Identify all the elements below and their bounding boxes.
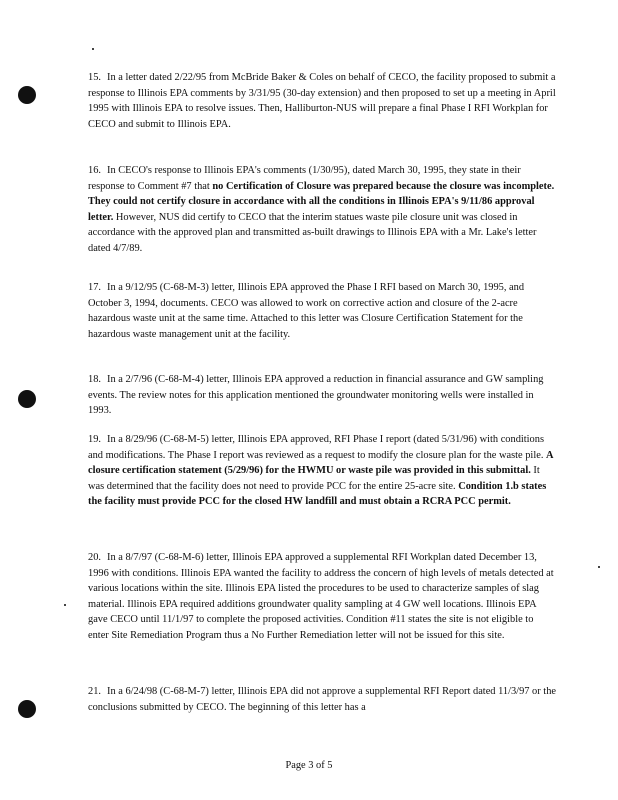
list-item-18: [88, 372, 556, 419]
text-segment: In a letter dated 2/22/95 from McBride Baker & Coles on behalf of CECO, the facility proposed to submit a response to Illinois EPA comments by 3/31/95 (30-day extension) and then proposed to set up a meeting in April 1995 with Illinois EPA to resolve issues. Then, Halliburton-NUS will prepare a final Phase I RFI Workplan for CECO and submit to Illinois EPA.: [88, 72, 556, 130]
punch-hole-bottom: [18, 700, 36, 718]
text-segment: In a 6/24/98 (C-68-M-7) letter, Illinois EPA did not approve a supplemental RFI Report dated 11/3/97 or the conclusions submitted by CECO. The beginning of this letter has a: [88, 686, 557, 713]
text-segment: It was determined that the facility does not need to provide PCC for the entire 25-acre site.: [88, 465, 540, 492]
text-segment: In a 9/12/95 (C-68-M-3) letter, Illinois EPA approved the Phase I RFI based on March 30, 1995, and October 3, 1994, documents. CECO was allowed to work on corrective action and closure of the 2-acre hazardous waste unit at the same time. Attached to this letter was Closure Certification Statement for the hazardous waste management unit at the facility.: [88, 282, 525, 340]
punch-hole-middle: [18, 390, 36, 408]
bold-text-segment: Condition 1.b states the facility must provide PCC for the closed HW landfill and must obtain a RCRA PCC permit.: [88, 480, 547, 508]
text-segment: In a 8/29/96 (C-68-M-5) letter, Illinois EPA approved, RFI Phase I report (dated 5/31/96) with conditions and modifications. The Phase I report was reviewed as a request to modify the closure plan for the waste pile.: [88, 434, 547, 461]
item-number: 19.: [88, 434, 101, 445]
item-text: [88, 282, 524, 340]
item-text: [88, 434, 553, 507]
bold-text-segment: no Certification of Closure was prepared because the closure was incomplete. They could not certify closure in accordance with all the conditions in Illinois EPA's 9/11/86 approval letter.: [88, 180, 555, 223]
scan-speck: [64, 604, 66, 606]
item-number: 18.: [88, 374, 101, 385]
item-number: 20.: [88, 552, 101, 563]
list-item-20: [88, 550, 556, 644]
page-number: Page 3 of 5: [285, 760, 333, 771]
list-item-19: [88, 432, 556, 510]
item-text: [88, 552, 554, 641]
text-segment: However, NUS did certify to CECO that the interim statues waste pile closure unit was closed in accordance with the approved plan and transmitted as-built drawings to Illinois EPA with a Mr. Lake's letter dated 4/7/89.: [88, 211, 537, 254]
scan-speck: [598, 566, 600, 568]
item-number: 15.: [88, 72, 101, 83]
item-number: 16.: [88, 165, 101, 176]
text-segment: In a 2/7/96 (C-68-M-4) letter, Illinois EPA approved a reduction in financial assurance and GW sampling events. The review notes for this application mentioned the groundwater monitoring wells were installed in 1993.: [88, 374, 544, 417]
text-segment: In CECO's response to Illinois EPA's comments (1/30/95), dated March 30, 1995, they state in their response to Comment #7 that: [88, 165, 521, 192]
item-text: [88, 686, 556, 713]
item-number: 17.: [88, 282, 101, 293]
list-item-21: [88, 684, 556, 715]
item-text: [88, 72, 556, 130]
list-item-17: [88, 280, 556, 342]
item-text: [88, 165, 554, 254]
item-number: 21.: [88, 686, 101, 697]
text-segment: In a 8/7/97 (C-68-M-6) letter, Illinois EPA approved a supplemental RFI Workplan dated December 13, 1996 with conditions. Illinois EPA wanted the facility to address the concern of high levels of metals detected at various locations within the site. Illinois EPA listed the procedures to be used to characterize samples of slag material. Illinois EPA required additions groundwater quality sampling at 4 GW well locations. Illinois EPA gave CECO until 11/1/97 to complete the proposed activities. Condition #11 states the site is not eligible to enter Site Remediation Program thus a No Further Remediation letter will not be issued for this site.: [88, 552, 554, 641]
bold-text-segment: A closure certification statement (5/29/96) for the HWMU or waste pile was provided in this submittal.: [88, 449, 553, 477]
list-item-16: [88, 163, 556, 257]
list-item-15: [88, 70, 556, 132]
item-text: [88, 374, 543, 416]
scan-speck: [92, 48, 94, 50]
punch-hole-top: [18, 86, 36, 104]
